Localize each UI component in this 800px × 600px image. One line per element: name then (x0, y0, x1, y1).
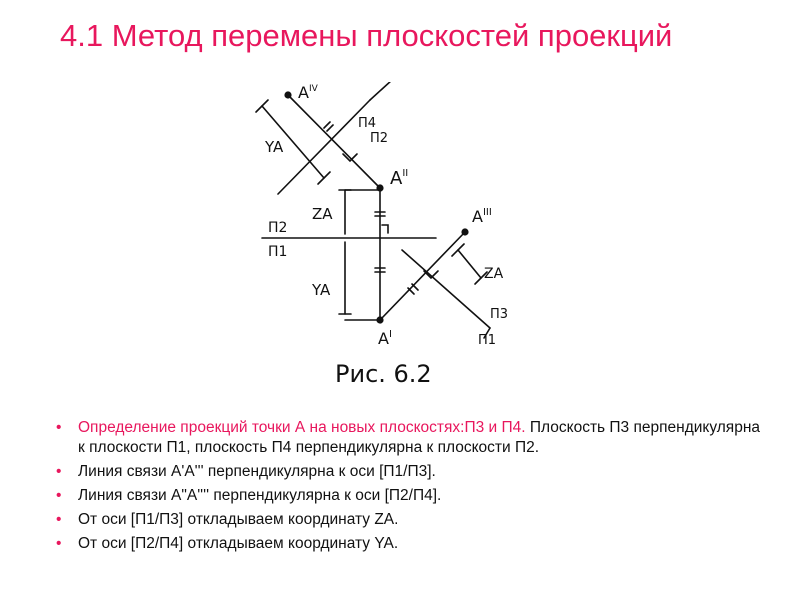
label-a3: $A^{III}$ (472, 207, 492, 226)
label-pi1-bottom: П1 (478, 333, 497, 348)
bullet-text: Плоскость П3 перпендикулярна к плоскости П1, плоскость П4 перпендикулярна к плоскости П2. (78, 419, 761, 456)
label-pi4: П4 (358, 116, 377, 131)
slide-title: 4.1 Метод перемены плоскостей проекций (60, 18, 673, 53)
axis-p2-p4-ext (370, 82, 392, 100)
label-za-right: ZA (484, 266, 504, 282)
bullet-list (50, 418, 770, 558)
projection-figure (240, 82, 550, 397)
dim-za-right (458, 250, 481, 278)
bullet-item: • От оси [П1/П3] откладываем координату ZA. (50, 510, 770, 530)
point-a2 (376, 184, 383, 191)
label-pi2-top: П2 (370, 131, 389, 146)
projection-drawing (240, 82, 550, 397)
label-za-mid: ZA (312, 205, 333, 223)
point-a3 (461, 228, 468, 235)
figure-caption: Рис. 6.2 (335, 360, 432, 388)
link-a4-a2 (288, 95, 380, 188)
point-a4 (284, 91, 291, 98)
bullet-item: • Линия связи А'А''' перпендикулярна к оси [П1/П3]. (50, 462, 770, 482)
bullet-item: • Линия связи А"А'''' перпендикулярна к оси [П2/П4]. (50, 486, 770, 506)
bullet-highlight: Определение проекций точки А на новых плоскостях:П3 и П4. (78, 419, 526, 436)
axis-p2-p4 (278, 100, 370, 194)
label-pi2-axis: П2 (268, 220, 288, 236)
label-a1: $A^I$ (378, 329, 392, 348)
label-pi1-axis: П1 (268, 244, 288, 260)
label-ya-top: YA (265, 138, 284, 156)
label-a4: $A^{IV}$ (298, 83, 318, 102)
link-a1-a3 (380, 232, 465, 320)
label-a2: $A^{II}$ (390, 168, 409, 189)
bullet-item (50, 418, 770, 458)
label-pi3: П3 (490, 307, 509, 322)
label-ya-bottom: YA (312, 281, 331, 299)
axis-p1-p3 (402, 250, 490, 328)
bullet-item: • От оси [П2/П4] откладываем координату YA. (50, 534, 770, 554)
point-a1 (376, 316, 383, 323)
